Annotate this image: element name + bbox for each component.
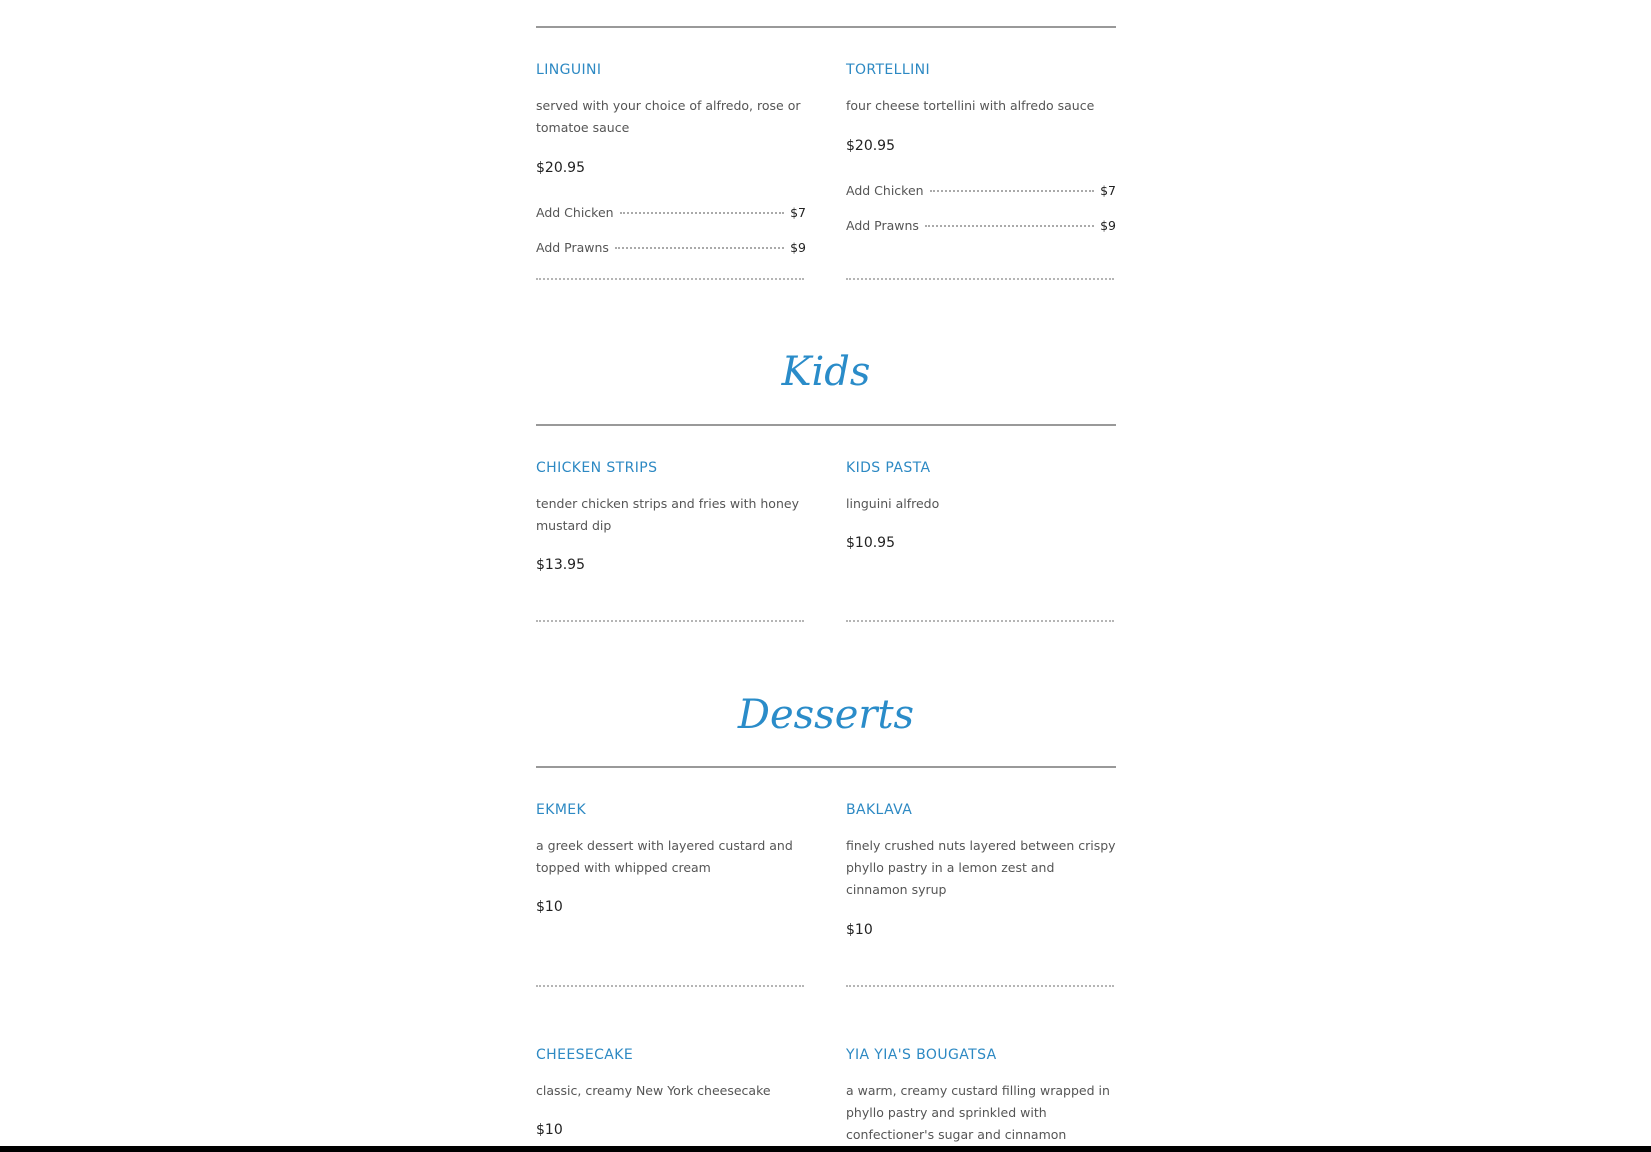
dot-leader <box>930 190 1095 192</box>
item-name: BAKLAVA <box>846 802 913 818</box>
item-separator <box>536 620 804 622</box>
addon-row <box>846 183 1116 203</box>
addon-label: Add Chicken <box>846 183 924 198</box>
addon-row <box>536 240 806 260</box>
item-name: KIDS PASTA <box>846 460 931 476</box>
item-separator <box>536 985 804 987</box>
item-description: linguini alfredo <box>846 496 940 511</box>
item-price: $20.95 <box>536 160 585 176</box>
dot-leader <box>620 212 785 214</box>
item-description: served with your choice of alfredo, rose or tomatoe sauce <box>536 98 801 135</box>
item-price: $10 <box>536 1122 563 1138</box>
addon-price: $7 <box>1100 183 1116 198</box>
item-name: CHEESECAKE <box>536 1047 634 1063</box>
section-divider <box>536 424 1116 426</box>
section-title-desserts: Desserts <box>737 692 915 738</box>
item-description: a greek dessert with layered custard and topped with whipped cream <box>536 838 793 875</box>
addon-label: Add Chicken <box>536 205 614 220</box>
item-name: LINGUINI <box>536 62 602 78</box>
addon-price: $9 <box>1100 218 1116 233</box>
addon-label: Add Prawns <box>846 218 919 233</box>
item-separator <box>846 278 1114 280</box>
item-description: four cheese tortellini with alfredo sauce <box>846 98 1095 113</box>
item-price: $10.95 <box>846 535 895 551</box>
item-name: TORTELLINI <box>846 62 931 78</box>
item-name: YIA YIA'S BOUGATSA <box>846 1047 997 1063</box>
item-price: $10 <box>536 899 563 915</box>
item-name: CHICKEN STRIPS <box>536 460 658 476</box>
section-title-kids: Kids <box>781 349 871 395</box>
dot-leader <box>615 247 784 249</box>
item-separator <box>536 278 804 280</box>
dot-leader <box>925 225 1094 227</box>
window-bottom-edge <box>0 1146 1651 1152</box>
section-divider <box>536 26 1116 28</box>
item-separator <box>846 985 1114 987</box>
section-divider <box>536 766 1116 768</box>
item-price: $10 <box>846 922 873 938</box>
item-description: a warm, creamy custard filling wrapped in phyllo pastry and sprinkled with confectioner's sugar and cinnamon <box>846 1083 1110 1142</box>
item-description: tender chicken strips and fries with honey mustard dip <box>536 496 799 533</box>
item-description: classic, creamy New York cheesecake <box>536 1083 771 1098</box>
item-description: finely crushed nuts layered between crispy phyllo pastry in a lemon zest and cinnamon syrup <box>846 838 1116 897</box>
addon-row <box>846 218 1116 238</box>
addon-price: $9 <box>790 240 806 255</box>
addon-price: $7 <box>790 205 806 220</box>
addon-label: Add Prawns <box>536 240 609 255</box>
addon-row <box>536 205 806 225</box>
item-price: $13.95 <box>536 557 585 573</box>
item-name: EKMEK <box>536 802 587 818</box>
item-price: $20.95 <box>846 138 895 154</box>
item-separator <box>846 620 1114 622</box>
